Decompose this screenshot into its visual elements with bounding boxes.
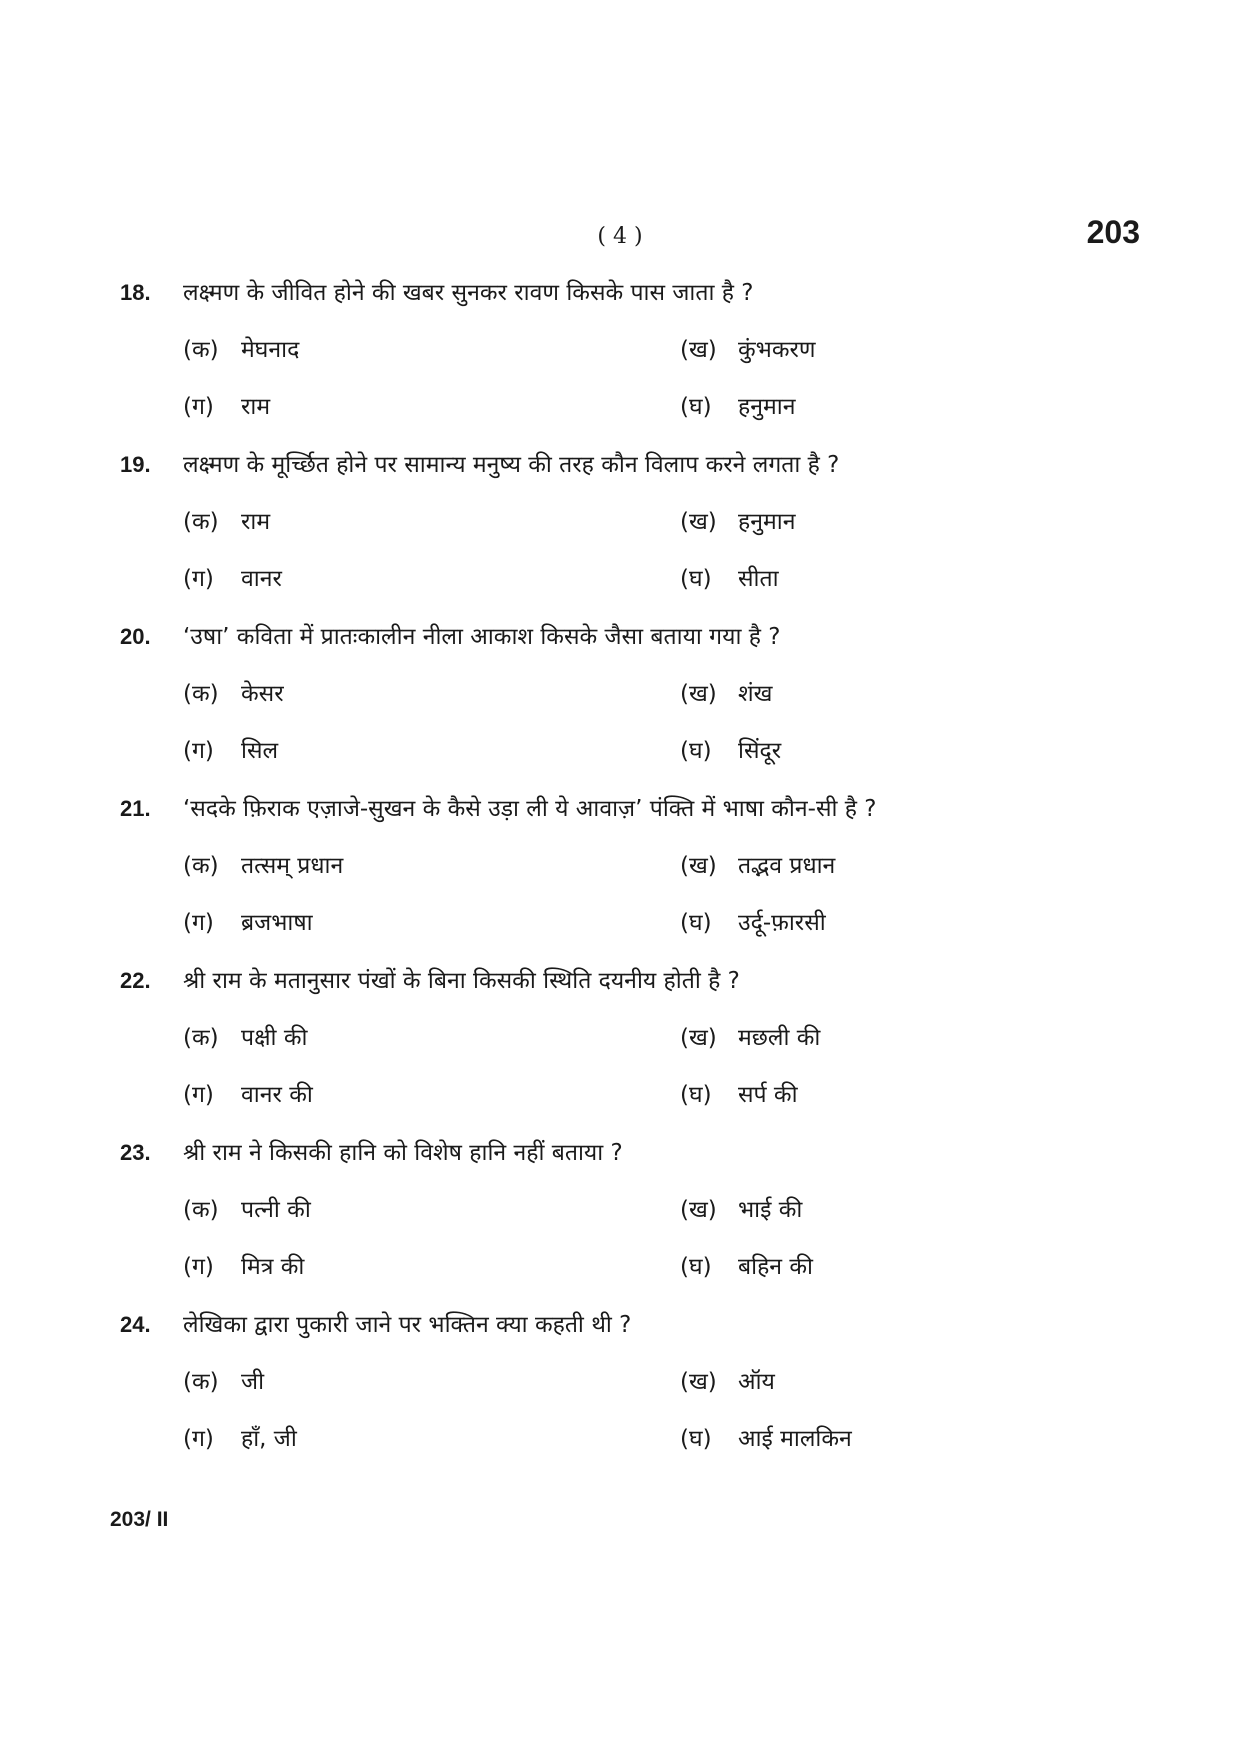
option-text: कुंभकरण — [738, 337, 816, 363]
option-text: पत्नी की — [241, 1197, 311, 1223]
option-marker: (घ) — [680, 394, 712, 420]
option-text: मछली की — [738, 1025, 821, 1051]
option-text: मित्र की — [241, 1254, 305, 1280]
option-text: ब्रजभाषा — [241, 910, 313, 936]
option-marker: (ग) — [183, 1426, 214, 1452]
question-number: 20. — [120, 624, 151, 649]
option-marker: (क) — [183, 337, 219, 363]
question-item — [0, 448, 1240, 620]
option-text: पक्षी की — [241, 1025, 308, 1051]
option-marker: (ख) — [680, 1369, 717, 1395]
question-text: श्री राम के मतानुसार पंखों के बिना किसकी स्थिति दयनीय होती है ? — [183, 968, 740, 994]
option-text: केसर — [241, 681, 284, 707]
question-item — [0, 620, 1240, 792]
option-marker: (क) — [183, 1025, 219, 1051]
question-number: 18. — [120, 280, 151, 305]
option-marker: (ग) — [183, 1254, 214, 1280]
answer-option — [680, 1078, 1130, 1112]
question-number: 22. — [120, 968, 151, 993]
question-text: लक्ष्मण के मूर्च्छित होने पर सामान्य मनुष्य की तरह कौन विलाप करने लगता है ? — [183, 452, 840, 478]
option-text: वानर — [241, 566, 282, 592]
page-number: ( 4 ) — [597, 224, 643, 249]
answer-option — [680, 1365, 1130, 1399]
option-marker: (क) — [183, 509, 219, 535]
answer-option — [183, 333, 633, 367]
option-marker: (घ) — [680, 738, 712, 764]
question-item — [0, 276, 1240, 448]
question-item — [0, 1308, 1240, 1480]
option-text: वानर की — [241, 1082, 313, 1108]
option-text: ऑय — [738, 1369, 775, 1395]
option-marker: (ग) — [183, 1082, 214, 1108]
option-marker: (ख) — [680, 1197, 717, 1223]
option-marker: (ख) — [680, 1025, 717, 1051]
question-number: 24. — [120, 1312, 151, 1337]
option-marker: (ग) — [183, 738, 214, 764]
answer-option — [680, 677, 1130, 711]
option-text: तत्सम् प्रधान — [241, 853, 344, 879]
option-text: सीता — [738, 566, 779, 592]
option-marker: (ख) — [680, 681, 717, 707]
option-marker: (ग) — [183, 566, 214, 592]
answer-option — [680, 1422, 1130, 1456]
option-text: तद्भव प्रधान — [738, 853, 836, 879]
answer-option — [183, 906, 633, 940]
option-text: हनुमान — [738, 394, 796, 420]
answer-option — [183, 505, 633, 539]
answer-option — [183, 1193, 633, 1227]
option-marker: (क) — [183, 853, 219, 879]
question-text: लेखिका द्वारा पुकारी जाने पर भक्तिन क्या कहती थी ? — [183, 1312, 632, 1338]
answer-option — [680, 505, 1130, 539]
option-marker: (घ) — [680, 910, 712, 936]
answer-option — [680, 849, 1130, 883]
question-text: ‘सदके फ़िराक एज़ाजे-सुखन के कैसे उड़ा ली ये आवाज़’ पंक्ति में भाषा कौन-सी है ? — [183, 796, 877, 822]
option-marker: (क) — [183, 681, 219, 707]
question-item — [0, 1136, 1240, 1308]
answer-option — [680, 734, 1130, 768]
option-text: बहिन की — [738, 1254, 814, 1280]
footer-paper-code: 203/ II — [110, 1508, 169, 1531]
question-text: लक्ष्मण के जीवित होने की खबर सुनकर रावण किसके पास जाता है ? — [183, 280, 754, 306]
answer-option — [680, 390, 1130, 424]
option-text: राम — [241, 509, 271, 535]
option-marker: (घ) — [680, 566, 712, 592]
option-marker: (क) — [183, 1369, 219, 1395]
question-text: ‘उषा’ कविता में प्रातःकालीन नीला आकाश किसके जैसा बताया गया है ? — [183, 624, 781, 650]
question-text: श्री राम ने किसकी हानि को विशेष हानि नहीं बताया ? — [183, 1140, 623, 1166]
option-text: सिंदूर — [738, 738, 782, 764]
option-text: राम — [241, 394, 271, 420]
answer-option — [680, 1193, 1130, 1227]
answer-option — [680, 906, 1130, 940]
option-text: आई मालकिन — [738, 1426, 852, 1452]
option-marker: (घ) — [680, 1082, 712, 1108]
answer-option — [183, 1021, 633, 1055]
answer-option — [183, 734, 633, 768]
question-number: 21. — [120, 796, 151, 821]
answer-option — [183, 677, 633, 711]
answer-option — [183, 1422, 633, 1456]
option-marker: (घ) — [680, 1426, 712, 1452]
option-marker: (ख) — [680, 509, 717, 535]
option-marker: (ग) — [183, 910, 214, 936]
option-marker: (ख) — [680, 337, 717, 363]
option-text: जी — [241, 1369, 265, 1395]
option-text: मेघनाद — [241, 337, 300, 363]
answer-option — [183, 1365, 633, 1399]
answer-option — [680, 333, 1130, 367]
option-text: सर्प की — [738, 1082, 798, 1108]
answer-option — [183, 1078, 633, 1112]
answer-option — [183, 390, 633, 424]
option-marker: (घ) — [680, 1254, 712, 1280]
question-item — [0, 964, 1240, 1136]
question-item — [0, 792, 1240, 964]
answer-option — [680, 562, 1130, 596]
answer-option — [183, 1250, 633, 1284]
option-text: शंख — [738, 681, 773, 707]
option-text: सिल — [241, 738, 279, 764]
paper-code: 203 — [1086, 214, 1140, 250]
answer-option — [183, 849, 633, 883]
option-marker: (ख) — [680, 853, 717, 879]
option-text: उर्दू-फ़ारसी — [738, 910, 826, 936]
question-number: 23. — [120, 1140, 151, 1165]
option-marker: (क) — [183, 1197, 219, 1223]
option-text: भाई की — [738, 1197, 803, 1223]
option-text: हनुमान — [738, 509, 796, 535]
option-marker: (ग) — [183, 394, 214, 420]
question-number: 19. — [120, 452, 151, 477]
answer-option — [183, 562, 633, 596]
answer-option — [680, 1021, 1130, 1055]
option-text: हाँ, जी — [241, 1426, 297, 1452]
answer-option — [680, 1250, 1130, 1284]
